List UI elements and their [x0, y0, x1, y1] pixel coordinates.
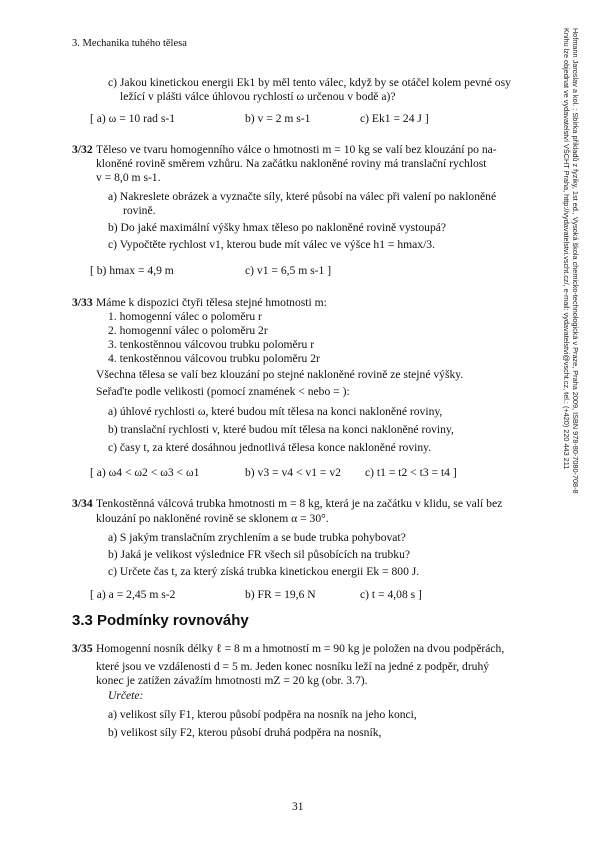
text-line: kloněné rovině směrem vzhůru. Na začátku nakloněné roviny má translační rychlost	[96, 157, 487, 170]
list-item: 3. tenkostěnnou válcovou trubku poloměru r	[108, 338, 315, 351]
running-header: 3. Mechanika tuhého tělesa	[72, 38, 187, 49]
answer-line: [ b) hmax = 4,9 m	[90, 264, 174, 277]
answer-line: c) v1 = 6,5 m s-1 ]	[245, 264, 332, 277]
page-number: 31	[292, 801, 304, 813]
text-line: Tenkostěnná válcová trubka hmotnosti m = 8 kg, která je na začátku v klidu, se valí bez	[96, 497, 503, 510]
text-line: c) časy t, za které dosáhnou jednotlivá tělesa konce nakloněné roviny.	[108, 441, 432, 454]
text-line: které jsou ve vzdálenosti d = 5 m. Jeden konec nosníku leží na jedné z podpěr, druhý	[96, 660, 490, 673]
side-note-line: Knihu lze objednat ve vydavatelství VŠCHT Praha, http://vydavatelstvi.vscht.cz/, e-mail: vydavatelstvi@vscht.cz, tel.: (+420) 220 443 211	[562, 28, 571, 470]
text-line: Všechna tělesa se valí bez klouzání po stejné nakloněné rovině ze stejné výšky.	[96, 368, 464, 381]
text-line: Homogenní nosník délky ℓ = 8 m a hmotností m = 90 kg je položen na dvou podpěrách,	[96, 642, 505, 655]
problem-number: 3/32	[72, 143, 93, 156]
text-line: c) Jakou kinetickou energii Ek1 by měl tento válec, když by se otáčel kolem pevné osy	[108, 76, 511, 89]
answer-line: c) t1 = t2 < t3 = t4 ]	[365, 466, 457, 479]
problem-number: 3/35	[72, 642, 93, 655]
answer-line: b) FR = 19,6 N	[245, 588, 316, 601]
text-line: b) Jaká je velikost výslednice FR všech sil působících na trubku?	[108, 548, 411, 561]
answer-line: [ a) a = 2,45 m s-2	[90, 588, 176, 601]
answer-line: [ a) ω = 10 rad s-1	[90, 112, 175, 125]
text-line: Máme k dispozici čtyři tělesa stejné hmotnosti m:	[96, 296, 327, 309]
text-line: a) velikost síly F1, kterou působí podpěra na nosník na jeho konci,	[108, 708, 417, 721]
text-line: klouzání po nakloněné rovině se sklonem α = 30°.	[96, 512, 329, 525]
answer-line: b) v3 = v4 < v1 = v2	[245, 466, 341, 479]
side-margin-note	[562, 28, 580, 588]
text-line: Seřaďte podle velikosti (pomocí znamének < nebo = ):	[96, 385, 350, 398]
text-line: konec je zatížen závažím hmotnosti mZ = 20 kg (obr. 3.7).	[96, 674, 368, 687]
text-line: ležící v plášti válce úhlovou rychlostí ω určenou v bodě a)?	[120, 90, 396, 103]
section-heading: 3.3 Podmínky rovnováhy	[72, 612, 249, 629]
answer-line: b) v = 2 m s-1	[245, 112, 311, 125]
text-line: c) Určete čas t, za který získá trubka kinetickou energii Ek = 800 J.	[108, 565, 420, 578]
list-item: 1. homogenní válec o poloměru r	[108, 310, 262, 323]
text-line: v = 8,0 m s-1.	[96, 171, 161, 184]
text-line: a) úhlové rychlosti ω, které budou mít tělesa na konci nakloněné roviny,	[108, 405, 443, 418]
problem-number: 3/33	[72, 296, 93, 309]
side-note-line: Hofmann Jaroslav a kol. : Sbírka příkladů z fyziky, 1st ed., Vysoká škola chemicko-technologická v Praze, Praha 2009, ISBN 978-80-7080-708-8	[571, 28, 580, 494]
text-line: a) S jakým translačním zrychlením a se bude trubka pohybovat?	[108, 531, 406, 544]
text-line: Určete:	[108, 689, 144, 702]
problem-number: 3/34	[72, 497, 93, 510]
text-line: b) velikost síly F2, kterou působí druhá podpěra na nosník,	[108, 726, 382, 739]
list-item: 4. tenkostěnnou válcovou trubku poloměru 2r	[108, 352, 320, 365]
text-line: rovině.	[123, 204, 156, 217]
answer-line: [ a) ω4 < ω2 < ω3 < ω1	[90, 466, 200, 479]
answer-line: c) Ek1 = 24 J ]	[360, 112, 429, 125]
list-item: 2. homogenní válec o poloměru 2r	[108, 324, 268, 337]
text-line: a) Nakreslete obrázek a vyznačte síly, které působí na válec při valení po nakloněné	[108, 190, 497, 203]
text-line: Těleso ve tvaru homogenního válce o hmotnosti m = 10 kg se valí bez klouzání po na-	[96, 143, 497, 156]
text-line: c) Vypočtěte rychlost v1, kterou bude mít válec ve výšce h1 = hmax/3.	[108, 238, 435, 251]
text-line: b) translační rychlosti v, které budou mít tělesa na konci nakloněné roviny,	[108, 423, 454, 436]
answer-line: c) t = 4,08 s ]	[360, 588, 422, 601]
text-line: b) Do jaké maximální výšky hmax těleso po nakloněné rovině vystoupá?	[108, 221, 447, 234]
